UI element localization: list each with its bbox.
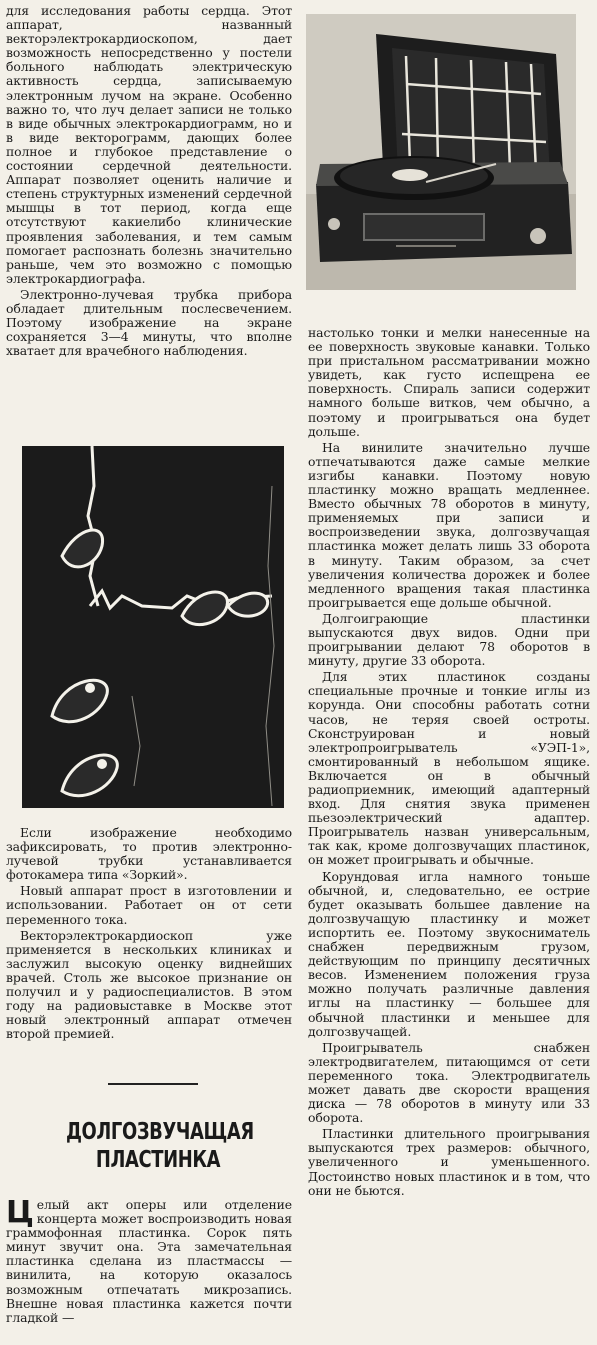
paragraph: для исследования работы сердца. Этот аппарат, названный векторэлектрокардиоскопом, дает возможность непосредственно у постели больного наблюдать электрическую активность сердца, записываемую электронным лучом на экране. Особенно важно то, что луч делает записи не только в виде обычных электрокардиограмм, но и в виде векторограмм, дающих более полное и глубокое представление о состоянии сердечной деятельности. Аппарат позволяет оценить наличие и степень структурных изменений сердечной мышцы в тот период, когда еще отсутствуют какиелибо клинические проявления заболевания, и тем самым помогает распознать болезнь значительно раньше, чем это возможно с помощью электрокардиографа. bbox=[6, 3, 292, 286]
headline-line: ДОЛГОЗВУЧАЩАЯ bbox=[65, 1119, 254, 1145]
paragraph: На винилите значительно лучше отпечатываются даже самые мелкие изгибы канавки. Поэтому новую пластинку можно вращать медленнее. Вместо обычных 78 оборотов в минуту, применяемых при записи и воспроизведении звука, долгозвучащая пластинка может делать лишь 33 оборота в минуту. Таким образом, за счет увеличения количества дорожек и более медленного вращения такая пластинка проигрывается еще дольше обычной. bbox=[308, 439, 590, 610]
article-record-intro bbox=[6, 1195, 292, 1327]
paragraph: Долгоиграющие пластинки выпускаются двух видов. Одни при проигрывании делают 78 оборотов в минуту, другие 33 оборота. bbox=[308, 610, 590, 669]
article-record-text bbox=[308, 326, 590, 1200]
vectorcardiogram-illustration bbox=[22, 446, 284, 808]
article-ecg-text-bottom bbox=[6, 826, 292, 1043]
paragraph: Проигрыватель снабжен электродвигателем, питающимся от сети переменного тока. Электродвигатель может давать две скорости вращения диска — 78 оборотов в минуту или 33 оборота. bbox=[308, 1039, 590, 1126]
article-ecg-text-top bbox=[6, 4, 292, 360]
paragraph: Векторэлектрокардиоскоп уже применяется в нескольких клиниках и заслужил высокую оценку виднейших врачей. Столь же высокое признание он получил и у радиоспециалистов. В этом году на радиовыставке в Москве этот новый электронный аппарат отмечен второй премией. bbox=[6, 927, 292, 1042]
paragraph: настолько тонки и мелки нанесенные на ее поверхность звуковые канавки. Только при пристальном рассматривании можно увидеть, как густо испещрена ее поверхность. Спираль записи содержит намного больше витков, чем обычно, а поэтому и проигрываться она будет дольше. bbox=[308, 325, 590, 439]
paragraph: Пластинки длительного проигрывания выпускаются трех размеров: обычного, увеличенного и уменьшенного. Достоинство новых пластинок и в том, что они не бьются. bbox=[308, 1126, 590, 1198]
paragraph: Корундовая игла намного тоньше обычной, и, следовательно, ее острие будет оказывать большее давление на долгозвучащую пластинку и может испортить ее. Поэтому звукосниматель снабжен передвижным грузом, действующим по принципу десятичных весов. Изменением положения груза можно получать различные давления иглы на пластинку — большее для обычной пластинки и меньшее для долгозвучащей. bbox=[308, 868, 590, 1039]
record-player-illustration bbox=[306, 14, 576, 290]
section-divider bbox=[108, 1083, 198, 1085]
paragraph: Электронно-лучевая трубка прибора обладает длительным послесвечением. Поэтому изображение на экране сохраняется 3—4 минуты, что вполне хватает для врачебного наблюдения. bbox=[6, 286, 292, 359]
headline-line: ПЛАСТИНКА bbox=[95, 1147, 221, 1173]
record-player-photo bbox=[306, 14, 576, 290]
article-headline bbox=[65, 1118, 254, 1174]
paragraph bbox=[6, 1195, 292, 1325]
paragraph: Новый аппарат прост в изготовлении и использовании. Работает он от сети переменного тока. bbox=[6, 883, 292, 927]
intro-text: елый акт оперы или отделение концерта может воспроизводить новая граммофонная пластинка. Сорок пять минут звучит она. Эта замечательная пластинка сделана из пластмассы — винилита, на которую оказалось возможным отпечатать микрозапись. Внешне новая пластинка кажется почти гладкой — bbox=[6, 1197, 292, 1325]
paragraph: Если изображение необходимо зафиксировать, то против электронно-лучевой трубки устанавливается фотокамера типа «Зоркий». bbox=[6, 825, 292, 883]
paragraph: Для этих пластинок созданы специальные прочные и тонкие иглы из корунда. Они способны работать сотни часов, не теряя своей остроты. Сконструирован и новый электропроигрыватель «УЭП-1», смонтированный в небольшом ящике. Включается он в обычный радиоприемник, имеющий адаптерный вход. Для снятия звука применен пьезоэлектрический адаптер. Проигрыватель назван универсальным, так как, кроме долгозвучащих пластинок, он может проигрывать и обычные. bbox=[308, 669, 590, 868]
vectorcardiogram-screen-photo bbox=[22, 446, 284, 808]
drop-cap: Ц bbox=[6, 1195, 34, 1230]
